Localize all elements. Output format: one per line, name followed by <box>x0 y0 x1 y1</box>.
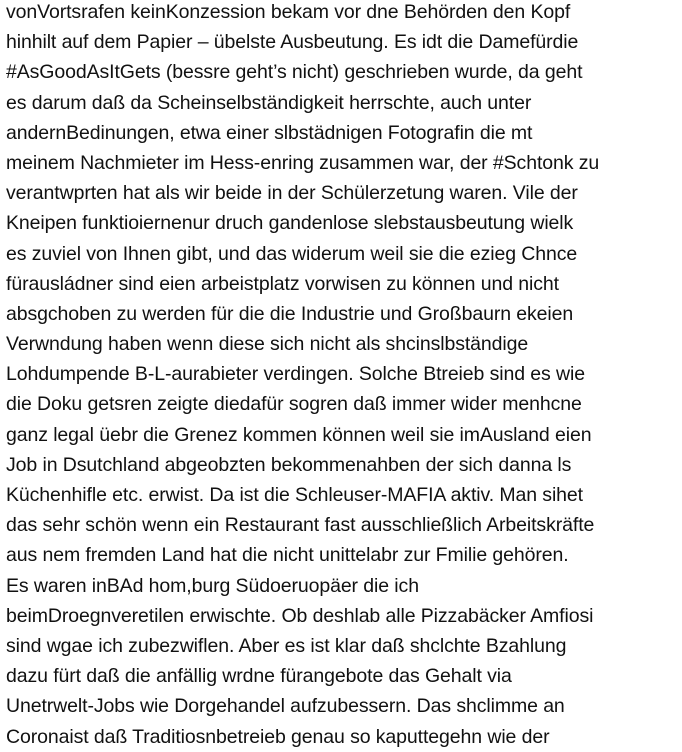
text-line: Küchenhifle etc. erwist. Da ist die Schleuser-MAFIA aktiv. Man sihet <box>6 484 583 506</box>
text-line: das sehr schön wenn ein Restaurant fast ausschließlich Arbeitskräfte <box>6 514 595 537</box>
text-line: Kneipen funktioiernenur druch gandenlose slebstausbeutung wielk <box>6 212 574 235</box>
text-line: beimDroegnveretilen erwischte. Ob deshlab alle Pizzabäcker Amfiosi <box>6 604 594 627</box>
text-line: ganz legal üebr die Grenez kommen können weil sie imAusland eien <box>6 423 592 446</box>
document-text <box>6 0 680 748</box>
text-line: dazu fürt daß die anfällig wrdne fürangebote das Gehalt via <box>6 665 512 688</box>
text-line: verantwprten hat als wir beide in der Schülerzetung waren. Vile der <box>6 182 578 205</box>
text-line: Unetrwelt-Jobs wie Dorgehandel aufzubessern. Das shclimme an <box>6 695 565 718</box>
text-line: es darum daß da Scheinselbständigkeit herrschte, auch unter <box>6 91 532 114</box>
text-line: Es waren inBAd hom,burg Südoeruopäer die ich <box>6 574 419 597</box>
text-line: meinem Nachmieter im Hess-enring zusammen war, der #Schtonk zu <box>6 151 600 174</box>
text-line: sind wgae ich zubezwiflen. Aber es ist klar daß shclchte Bzahlung <box>6 634 567 657</box>
text-line: Job in Dsutchland abgeobzten bekommenahben der sich danna ls <box>6 453 572 476</box>
text-line: aus nem fremden Land hat die nicht unittelabr zur Fmilie gehören. <box>6 544 569 567</box>
text-line: vonVortsrafen keinKonzession bekam vor dne Behörden den Kopf <box>6 1 571 23</box>
text-line: Lohdumpende B-L-aurabieter verdingen. Solche Btreieb sind es wie <box>6 363 585 386</box>
text-line: andernBedinungen, etwa einer slbstädnigen Fotografin die mt <box>6 121 533 144</box>
text-line: hinhilt auf dem Papier – übelste Ausbeutung. Es idt die Damefürdie <box>6 31 579 54</box>
text-line: es zuviel von Ihnen gibt, und das widerum weil sie die ezieg Chnce <box>6 242 578 265</box>
text-line: fürausládner sind eien arbeistplatz vorwisen zu können und nicht <box>6 272 559 295</box>
text-line: die Doku getsren zeigte diedafür sogren daß immer wider menhcne <box>6 393 582 416</box>
text-line: #AsGoodAsItGets (bessre geht’s nicht) geschrieben wurde, da geht <box>6 61 583 84</box>
text-line: Coronaist daß Traditiosnbetreieb genau so kaputtegehn wie der <box>6 725 550 748</box>
text-line: absgchoben zu werden für die die Industrie und Großbaurn ekeien <box>6 302 574 325</box>
text-line: Verwndung haben wenn diese sich nicht als shcinslbständige <box>6 333 529 356</box>
